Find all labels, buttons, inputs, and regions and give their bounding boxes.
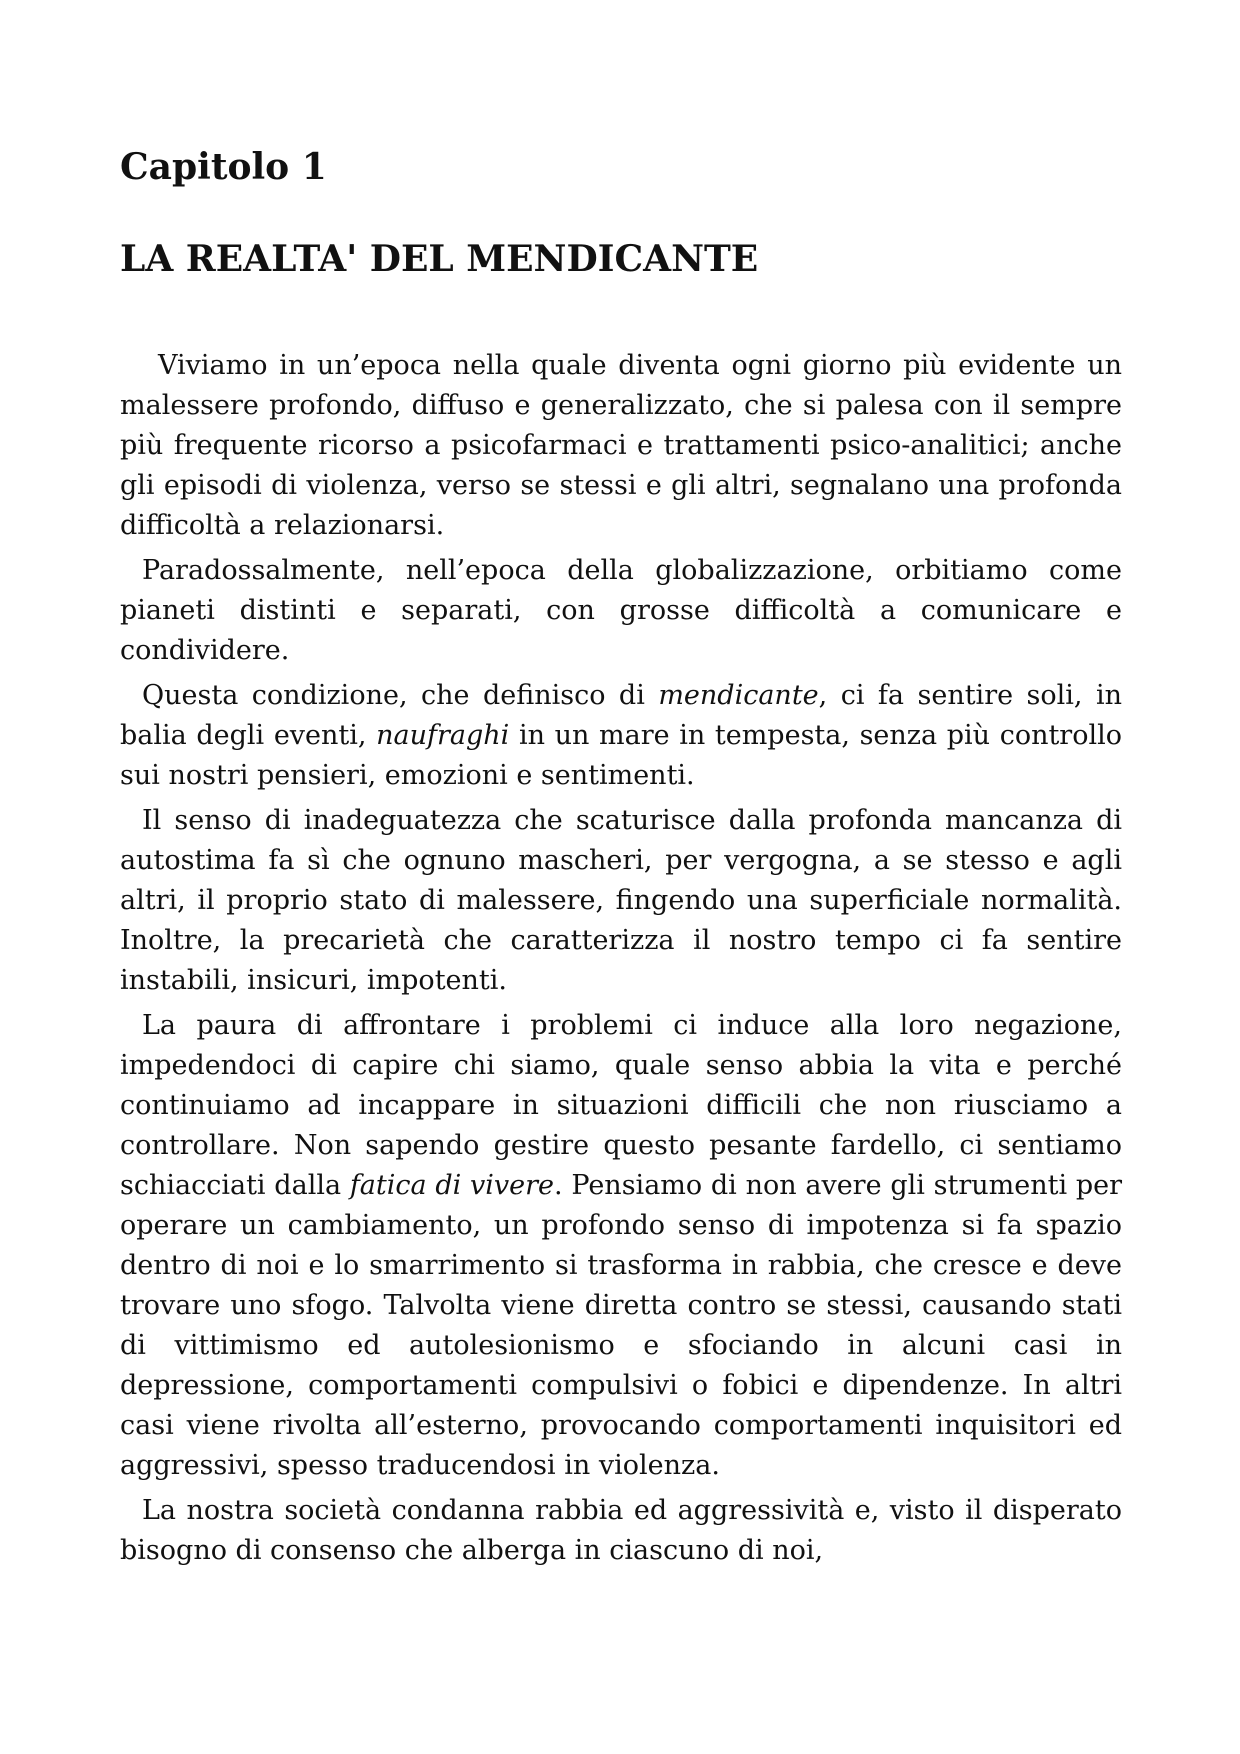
paragraph-6: La nostra società condanna rabbia ed aggressività e, visto il disperato bisogno di consenso che alberga in ciascuno di noi,: [120, 1495, 1122, 1566]
paragraph-4: Il senso di inadeguatezza che scaturisce dalla profonda mancanza di autostima fa sì che ognuno mascheri, per vergogna, a se stesso e agli altri, il proprio stato di malessere, fingendo una superficiale normalità. Inoltre, la precarietà che caratterizza il nostro tempo ci fa sentire instabili, insicuri, impotenti.: [120, 805, 1122, 996]
paragraph-3: [120, 676, 1122, 796]
paragraph-5: [120, 1006, 1122, 1486]
chapter-title: LA REALTA' DEL MENDICANTE: [120, 238, 759, 280]
paragraph-2: Paradossalmente, nell’epoca della globalizzazione, orbitiamo come pianeti distinti e separati, con grosse difficoltà a comunicare e condividere.: [120, 555, 1122, 666]
emphasis-fatica-di-vivere: fatica di vivere: [349, 1170, 555, 1201]
chapter-body: [120, 346, 1122, 1576]
paragraph-5-text-end: . Pensiamo di non avere gli strumenti per operare un cambiamento, un profondo senso di impotenza si fa spazio dentro di noi e lo smarrimento si trasforma in rabbia, che cresce e deve trovare uno sfogo. Talvolta viene diretta contro se stessi, causando stati di vittimismo ed autolesionismo e sfociando in alcuni casi in depressione, comportamenti compulsivi o fobici e dipendenze. In altri casi viene rivolta all’esterno, provocando comportamenti inquisitori ed aggressivi, spesso traducendosi in violenza.: [120, 1170, 1122, 1481]
chapter-label: Capitolo 1: [120, 146, 327, 188]
emphasis-naufraghi: naufraghi: [376, 720, 510, 751]
paragraph-3-text-start: Questa condizione, che definisco di: [142, 680, 659, 711]
emphasis-mendicante: mendicante: [658, 680, 819, 711]
paragraph-1: Viviamo in un’epoca nella quale diventa ogni giorno più evidente un malessere profondo, diffuso e generalizzato, che si palesa con il sempre più frequente ricorso a psicofarmaci e trattamenti psico-analitici; anche gli episodi di violenza, verso se stessi e gli altri, segnalano una profonda difficoltà a relazionarsi.: [120, 350, 1122, 541]
paragraph-3-text-end: in un mare in tempesta, senza più controllo sui nostri pensieri, emozioni e sentimenti.: [120, 720, 1122, 791]
paragraph-3-text-middle: , ci fa sentire soli, in balia degli eventi,: [120, 680, 1122, 751]
paragraph-5-text-start: La paura di affrontare i problemi ci induce alla loro negazione, impedendoci di capire chi siamo, quale senso abbia la vita e perché continuiamo ad incappare in situazioni difficili che non riusciamo a controllare. Non sapendo gestire questo pesante fardello, ci sentiamo schiacciati dalla: [120, 1010, 1122, 1201]
